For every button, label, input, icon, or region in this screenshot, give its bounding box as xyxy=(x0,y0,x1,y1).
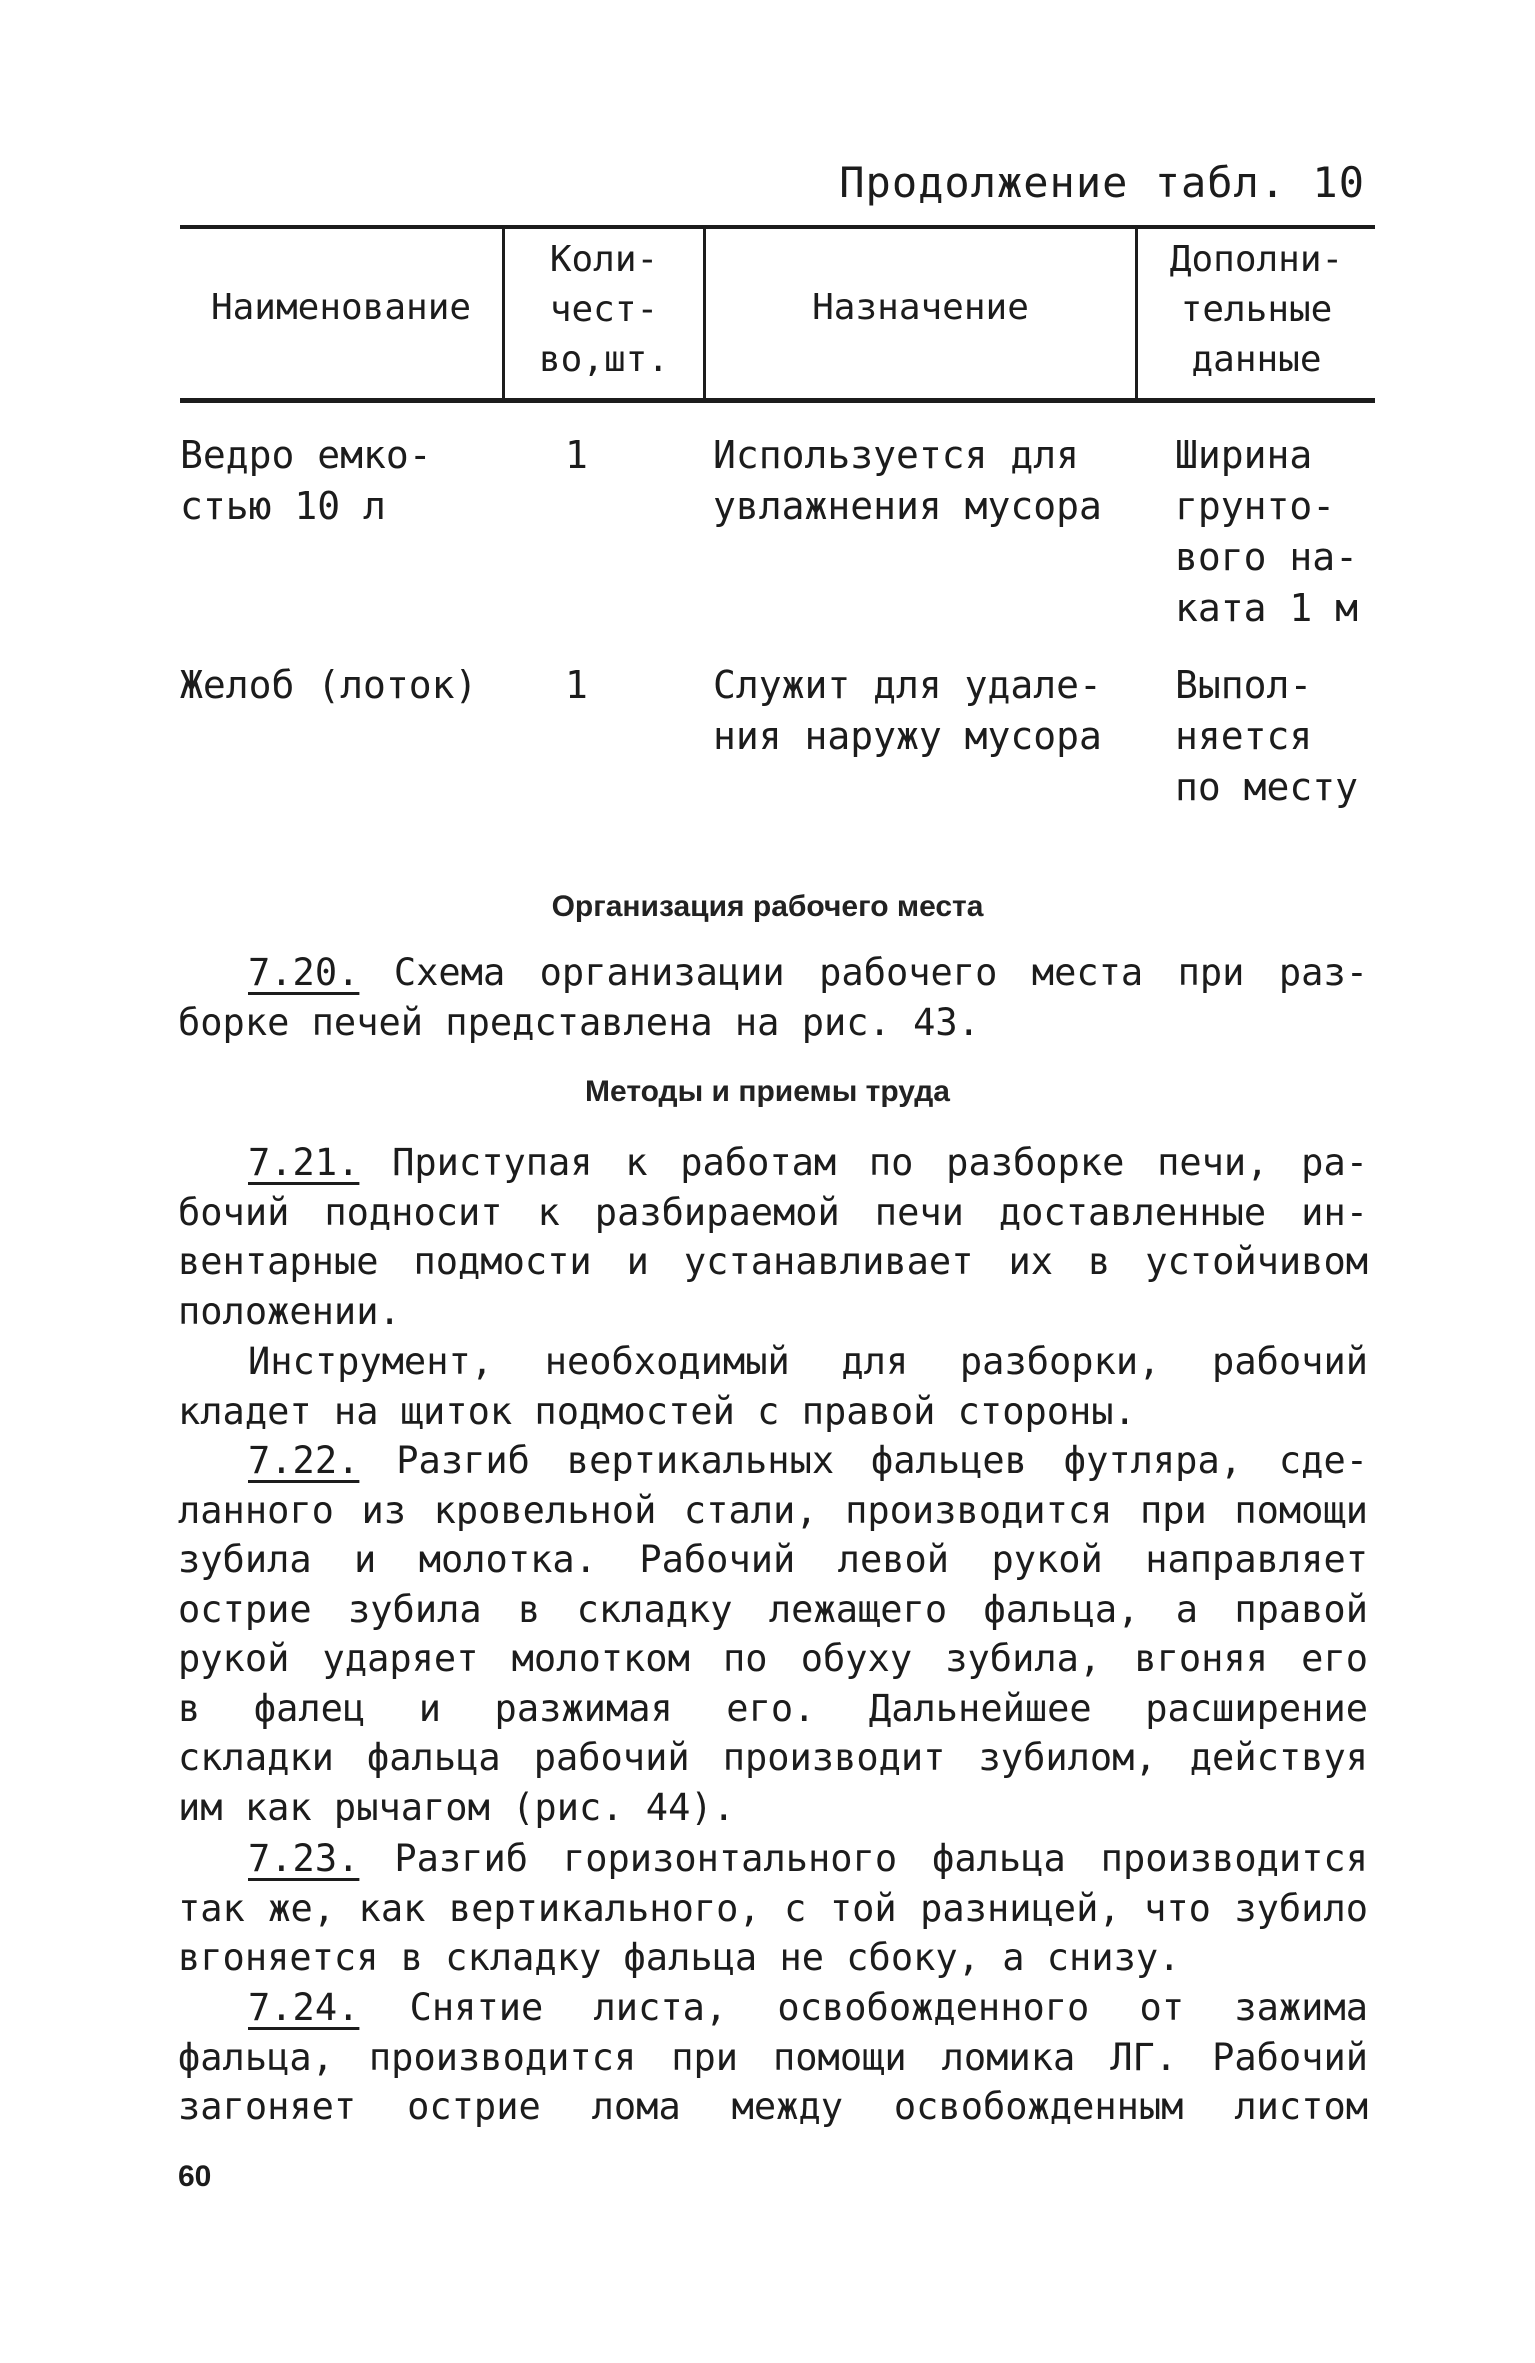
row1-name: Ведро емко- стью 10 л xyxy=(180,433,432,528)
text-line: положении. xyxy=(178,1289,401,1333)
paragraph-7-20 xyxy=(178,948,1368,1047)
row1-extra: Ширина грунто- вого на- ката 1 м xyxy=(1175,433,1359,630)
row1-purpose: Используется для увлажнения мусора xyxy=(713,433,1102,528)
table-top-rule xyxy=(180,225,1375,229)
row2-name: Желоб (лоток) xyxy=(180,663,478,707)
text-line: ланного из кровельной стали, производится при помощи xyxy=(178,1488,1368,1532)
clause-number: 7.21. xyxy=(248,1141,360,1184)
row2-purpose: Служит для удале- ния наружу мусора xyxy=(713,663,1102,758)
row2-extra: Выпол- няется по месту xyxy=(1175,663,1359,809)
text-line: кладет на щиток подмостей с правой стороны. xyxy=(178,1389,1136,1433)
section-heading-workplace: Организация рабочего места xyxy=(551,890,984,923)
text-line: бочий подносит к разбираемой печи доставленные ин- xyxy=(178,1190,1368,1234)
text-line: Инструмент, необходимый для разборки, рабочий xyxy=(248,1340,1368,1383)
row2-qty: 1 xyxy=(565,663,588,707)
clause-number: 7.20. xyxy=(248,951,360,994)
continuation-label: Продолжение табл. 10 xyxy=(839,158,1365,207)
paragraph-7-21 xyxy=(178,1138,1368,1336)
text-line: Разгиб горизонтального фальца производится xyxy=(359,1837,1368,1880)
text-line: в фалец и разжимая его. Дальнейшее расширение xyxy=(178,1686,1368,1730)
table-header-rule xyxy=(180,398,1375,403)
text-line: зубила и молотка. Рабочий левой рукой направляет xyxy=(178,1538,1368,1581)
text-line: Снятие листа, освобожденного от зажима xyxy=(359,1986,1368,2029)
row1-qty: 1 xyxy=(565,433,588,477)
text-line: загоняет острие лома между освобожденным листом xyxy=(178,2085,1368,2128)
text-line: вгоняется в складку фальца не сбоку, а снизу. xyxy=(178,1936,1181,1979)
text-line: им как рычагом (рис. 44). xyxy=(178,1785,735,1829)
text-line: борке печей представлена на рис. 43. xyxy=(178,1000,980,1044)
clause-number: 7.22. xyxy=(248,1439,360,1482)
text-line: так же, как вертикального, с той разницей, что зубило xyxy=(178,1886,1368,1930)
text-line: складки фальца рабочий производит зубилом, действуя xyxy=(178,1736,1368,1779)
text-line: фальца, производится при помощи ломика ЛГ. Рабочий xyxy=(178,2035,1368,2079)
header-name: Наименование xyxy=(210,287,472,328)
paragraph-7-24 xyxy=(178,1983,1368,2132)
paragraph-7-22 xyxy=(178,1436,1368,1832)
clause-number: 7.23. xyxy=(248,1837,360,1880)
text-line: рукой ударяет молотком по обуху зубила, вгоняя его xyxy=(178,1637,1368,1680)
text-line: Приступая к работам по разборке печи, ра- xyxy=(359,1141,1368,1184)
section-heading-methods: Методы и приемы труда xyxy=(585,1075,950,1108)
text-line: Разгиб вертикальных фальцев футляра, сде- xyxy=(359,1439,1368,1482)
paragraph-7-21-tools xyxy=(178,1337,1368,1436)
text-line: вентарные подмости и устанавливает их в устойчивом xyxy=(178,1240,1368,1283)
text-line: острие зубила в складку лежащего фальца, а правой xyxy=(178,1587,1368,1631)
clause-number: 7.24. xyxy=(248,1986,360,2029)
header-purpose: Назначение xyxy=(812,287,1029,328)
header-qty: Коли- чест- во,шт. xyxy=(538,239,670,380)
page-number: 60 xyxy=(178,2160,212,2193)
paragraph-7-23 xyxy=(178,1834,1368,1983)
text-line: Схема организации рабочего места при раз- xyxy=(359,951,1368,994)
header-extra: Дополни- тельные данные xyxy=(1169,239,1344,380)
